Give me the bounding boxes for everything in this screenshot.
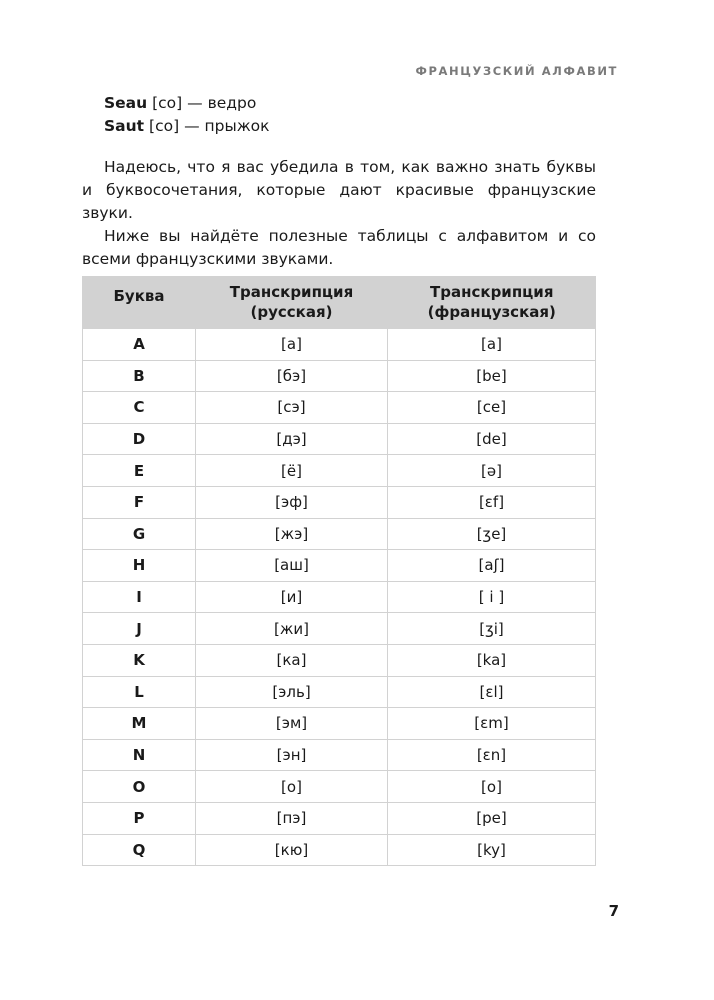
cell-russian-transcription: [эф]: [196, 486, 388, 518]
table-row: [83, 486, 596, 518]
cell-russian-transcription: [пэ]: [196, 802, 388, 834]
header-russian-transcription: Транскрипция (русская): [196, 276, 388, 329]
table-row: [83, 739, 596, 771]
examples-block: [104, 92, 270, 138]
table-row: [83, 360, 596, 392]
cell-russian-transcription: [эм]: [196, 708, 388, 740]
cell-russian-transcription: [жэ]: [196, 518, 388, 550]
cell-russian-transcription: [бэ]: [196, 360, 388, 392]
cell-russian-transcription: [о]: [196, 771, 388, 803]
cell-russian-transcription: [дэ]: [196, 423, 388, 455]
table-row: [83, 644, 596, 676]
table-row: [83, 423, 596, 455]
table-row: [83, 581, 596, 613]
table-row: [83, 676, 596, 708]
table-header-row: [83, 276, 596, 329]
cell-french-transcription: [ɛf]: [388, 486, 596, 518]
example-word: Seau: [104, 94, 148, 112]
cell-french-transcription: [ɛl]: [388, 676, 596, 708]
cell-letter: N: [83, 739, 196, 771]
header-french-transcription: Транскрипция (французская): [388, 276, 596, 329]
cell-french-transcription: [aʃ]: [388, 550, 596, 582]
cell-russian-transcription: [кю]: [196, 834, 388, 866]
cell-letter: A: [83, 329, 196, 361]
cell-letter: Q: [83, 834, 196, 866]
cell-russian-transcription: [и]: [196, 581, 388, 613]
cell-letter: I: [83, 581, 196, 613]
cell-letter: H: [83, 550, 196, 582]
cell-russian-transcription: [ка]: [196, 644, 388, 676]
cell-letter: D: [83, 423, 196, 455]
cell-french-transcription: [pe]: [388, 802, 596, 834]
cell-letter: J: [83, 613, 196, 645]
example-line: [104, 115, 270, 138]
cell-french-transcription: [ i ]: [388, 581, 596, 613]
table-row: [83, 550, 596, 582]
cell-french-transcription: [ʒe]: [388, 518, 596, 550]
table-row: [83, 834, 596, 866]
cell-letter: G: [83, 518, 196, 550]
cell-letter: C: [83, 392, 196, 424]
example-dash: —: [187, 94, 203, 112]
cell-french-transcription: [ce]: [388, 392, 596, 424]
cell-french-transcription: [o]: [388, 771, 596, 803]
alphabet-table: [82, 276, 596, 866]
header-letter: Буква: [83, 276, 196, 329]
example-meaning: ведро: [207, 94, 257, 112]
cell-french-transcription: [ə]: [388, 455, 596, 487]
cell-letter: M: [83, 708, 196, 740]
example-dash: —: [184, 117, 200, 135]
paragraph: Надеюсь, что я вас убедила в том, как важно знать буквы и буквосочетания, которые дают красивые французские звуки.: [82, 158, 596, 222]
cell-french-transcription: [ka]: [388, 644, 596, 676]
running-header: ФРАНЦУЗСКИЙ АЛФАВИТ: [415, 64, 618, 78]
table-body: [83, 329, 596, 866]
body-text: [82, 156, 596, 271]
cell-french-transcription: [ɛm]: [388, 708, 596, 740]
table-row: [83, 771, 596, 803]
cell-french-transcription: [de]: [388, 423, 596, 455]
cell-french-transcription: [ky]: [388, 834, 596, 866]
example-transcription: [со]: [149, 117, 180, 135]
table-row: [83, 518, 596, 550]
table-row: [83, 329, 596, 361]
cell-french-transcription: [be]: [388, 360, 596, 392]
cell-russian-transcription: [а]: [196, 329, 388, 361]
table-row: [83, 802, 596, 834]
cell-russian-transcription: [сэ]: [196, 392, 388, 424]
cell-letter: E: [83, 455, 196, 487]
cell-letter: L: [83, 676, 196, 708]
table-row: [83, 392, 596, 424]
cell-french-transcription: [ʒi]: [388, 613, 596, 645]
cell-russian-transcription: [эн]: [196, 739, 388, 771]
table-row: [83, 455, 596, 487]
example-meaning: прыжок: [204, 117, 270, 135]
table-row: [83, 708, 596, 740]
example-transcription: [со]: [152, 94, 183, 112]
cell-letter: P: [83, 802, 196, 834]
cell-letter: O: [83, 771, 196, 803]
cell-russian-transcription: [эль]: [196, 676, 388, 708]
cell-letter: B: [83, 360, 196, 392]
cell-french-transcription: [a]: [388, 329, 596, 361]
cell-letter: K: [83, 644, 196, 676]
example-word: Saut: [104, 117, 145, 135]
table-row: [83, 613, 596, 645]
cell-russian-transcription: [жи]: [196, 613, 388, 645]
cell-french-transcription: [ɛn]: [388, 739, 596, 771]
paragraph: Ниже вы найдёте полезные таблицы с алфавитом и со всеми французскими звуками.: [82, 227, 596, 268]
cell-letter: F: [83, 486, 196, 518]
example-line: [104, 92, 270, 115]
cell-russian-transcription: [аш]: [196, 550, 388, 582]
cell-russian-transcription: [ё]: [196, 455, 388, 487]
page-number: 7: [608, 902, 619, 920]
